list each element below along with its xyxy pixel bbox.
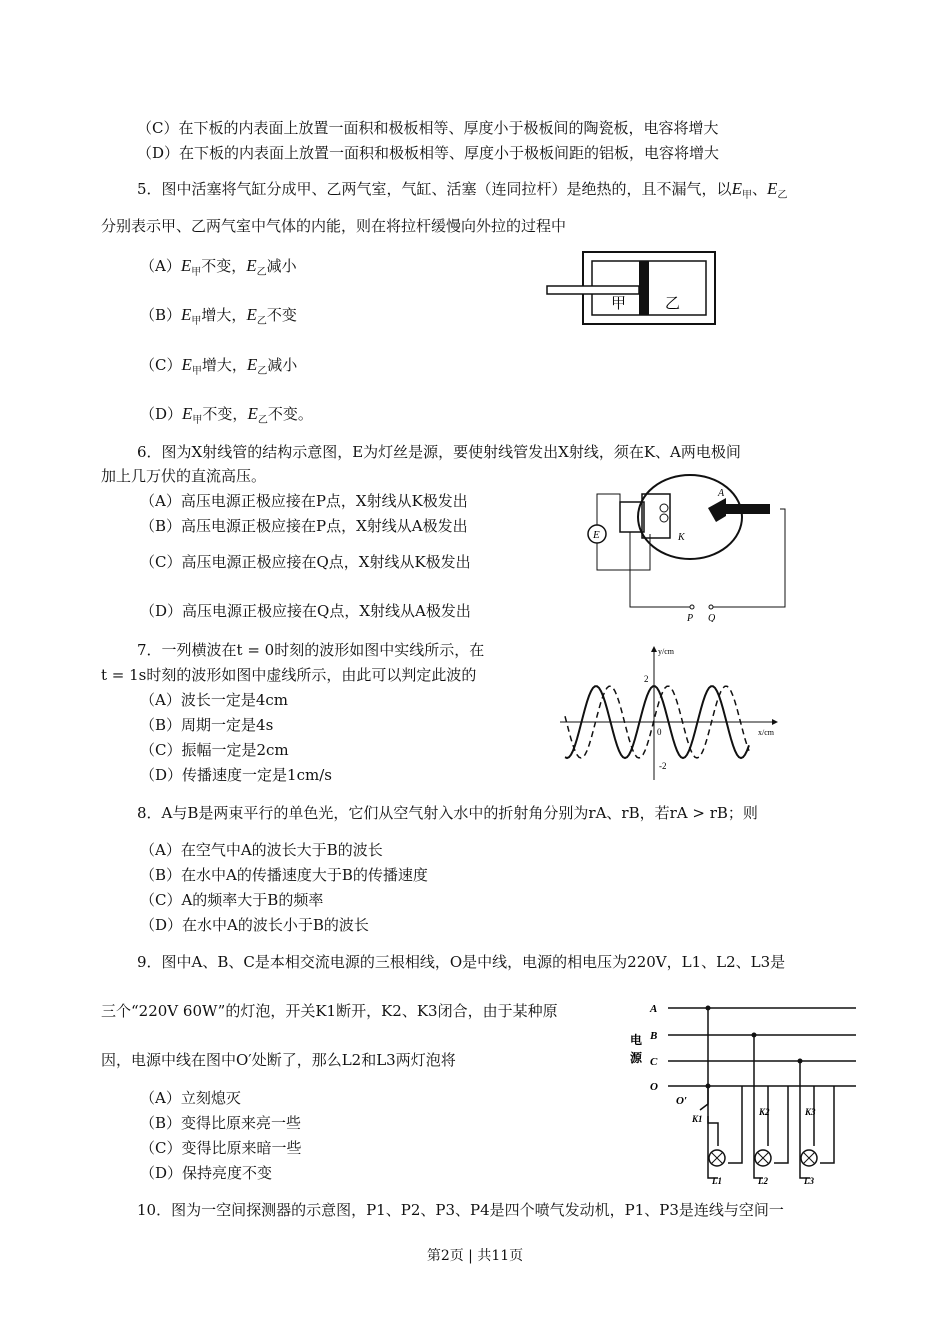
y-axis-arrow [651, 646, 657, 652]
l2-return [774, 1086, 788, 1163]
node-o [706, 1084, 711, 1089]
label-k1: K1 [692, 1114, 703, 1124]
pull-rod [547, 286, 639, 294]
label-o: O [650, 1081, 658, 1093]
tube-bulb [638, 475, 742, 559]
label-p: P [687, 613, 694, 622]
label-b: B [650, 1030, 658, 1042]
q6-option-d: （D）高压电源正极应接在Q点，X射线从A极发出 [140, 602, 471, 620]
label-e: E [593, 529, 600, 541]
q9-stem-line1: 9．图中A、B、C是本相交流电源的三根相线，O是中线，电源的相电压为220V，L1、L2、L3是 [137, 953, 786, 971]
k1-path [708, 1116, 718, 1146]
q6-stem-line1: 6．图为X射线管的结构示意图，E为灯丝是源，要使射线管发出X射线，须在K、A两电极间 [137, 443, 741, 461]
q5-option-d: $(D)E_甲$不变，$E_乙$不变。 [140, 404, 313, 426]
piston [639, 261, 649, 315]
label-c: C [650, 1056, 658, 1068]
anode-rod [726, 504, 770, 514]
q5-option-c: $(C)E_甲$增大，$E_乙$减小 [140, 355, 298, 377]
label-yi: 乙 [665, 296, 681, 312]
label-l1: L1 [712, 1176, 722, 1186]
q8-option-b: （B）在水中A的传播速度大于B的传播速度 [140, 866, 428, 884]
q6-option-a: （A）高压电源正极应接在P点，X射线从K极发出 [140, 492, 468, 510]
q5-option-a: $(A)E_甲$不变，$E_乙$减小 [140, 256, 297, 278]
filament-2 [660, 514, 668, 522]
terminal-q [709, 605, 713, 609]
q5-stem-line1: 5．图中活塞将气缸分成甲、乙两气室，气缸、活塞（连同拉杆）是绝热的，且不漏气，以$E_甲$、$E_乙$ [137, 179, 788, 201]
q6-xray-tube-figure [580, 462, 810, 622]
q10-stem: 10．图为一空间探测器的示意图，P1、P2、P3、P4是四个喷气发动机，P1、P3是连线与空间一 [137, 1201, 784, 1219]
q8-stem: 8．A与B是两束平行的单色光，它们从空气射入水中的折射角分别为rA、rB，若rA > rB；则 [137, 804, 758, 822]
page-footer: 第2页 | 共11页 [426, 1248, 524, 1264]
q8-option-c: （C）A的频率大于B的频率 [140, 891, 324, 909]
q9-option-b: （B）变得比原来亮一些 [140, 1114, 302, 1132]
label-k: K [678, 532, 685, 543]
q7-stem-line1: 7．一列横波在t = 0时刻的波形如图中实线所示，在 [137, 641, 485, 659]
cathode-housing [642, 494, 670, 538]
label-o-prime: O′ [676, 1095, 688, 1107]
terminal-p [690, 605, 694, 609]
x-axis-arrow [772, 719, 778, 725]
q9-stem-line3: 因，电源中线在图中O′处断了，那么L2和L3两灯泡将 [101, 1051, 456, 1069]
label-a: A [650, 1003, 658, 1015]
label-dian: 电 [630, 1033, 643, 1047]
label-0: 0 [657, 727, 662, 737]
label-yuan: 源 [630, 1051, 643, 1065]
label-x: x/cm [758, 728, 774, 737]
q8-option-a: （A）在空气中A的波长大于B的波长 [140, 841, 383, 859]
q5-stem-line2: 分别表示甲、乙两气室中气体的内能，则在将拉杆缓慢向外拉的过程中 [101, 217, 567, 235]
label-2: 2 [644, 674, 649, 684]
q7-option-c: （C）振幅一定是2cm [140, 741, 289, 759]
q9-circuit-figure [628, 998, 860, 1190]
k1-switch-lead [700, 1086, 708, 1110]
node-a [706, 1006, 711, 1011]
q7-wave-figure [560, 642, 785, 784]
q9-option-a: （A）立刻熄灭 [140, 1089, 241, 1107]
l1-return [728, 1086, 742, 1163]
wire-e-top [597, 494, 620, 525]
l3-return [820, 1086, 834, 1163]
q4-option-c: （C）在下板的内表面上放置一面积和极板相等、厚度小于极板间的陶瓷板，电容将增大 [137, 119, 719, 137]
label-k3: K3 [805, 1107, 816, 1117]
label-a: A [718, 488, 725, 499]
q7-stem-line2: t = 1s时刻的波形如图中虚线所示，由此可以判定此波的 [101, 666, 477, 684]
label-l3: L3 [804, 1176, 814, 1186]
q9-option-d: （D）保持亮度不变 [140, 1164, 273, 1182]
q5-option-b: $(B)E_甲$增大，$E_乙$不变 [140, 305, 297, 327]
node-b [752, 1033, 757, 1038]
q5-cylinder-figure [545, 248, 720, 328]
q7-option-a: （A）波长一定是4cm [140, 691, 289, 709]
label-q: Q [708, 613, 716, 622]
q4-option-d: （D）在下板的内表面上放置一面积和极板相等、厚度小于极板间距的铝板，电容将增大 [137, 144, 720, 162]
filament-1 [660, 504, 668, 512]
label-y: y/cm [658, 647, 674, 656]
q7-option-d: （D）传播速度一定是1cm/s [140, 766, 332, 784]
label-minus2: -2 [659, 761, 667, 771]
q9-stem-line2: 三个“220V 60W”的灯泡，开关K1断开，K2、K3闭合，由于某种原 [101, 1002, 558, 1020]
label-k2: K2 [759, 1107, 770, 1117]
q8-option-d: （D）在水中A的波长小于B的波长 [140, 916, 369, 934]
node-c [798, 1059, 803, 1064]
anode-target [708, 498, 726, 522]
label-jia: 甲 [611, 296, 627, 312]
wire-anode-q [713, 509, 785, 607]
q6-option-c: （C）高压电源正极应接在Q点，X射线从K极发出 [140, 553, 471, 571]
label-l2: L2 [758, 1176, 768, 1186]
q6-stem-line2: 加上几万伏的直流高压。 [101, 467, 267, 485]
q9-option-c: （C）变得比原来暗一些 [140, 1139, 302, 1157]
q6-option-b: （B）高压电源正极应接在P点，X射线从A极发出 [140, 517, 468, 535]
q7-option-b: （B）周期一定是4s [140, 716, 274, 734]
